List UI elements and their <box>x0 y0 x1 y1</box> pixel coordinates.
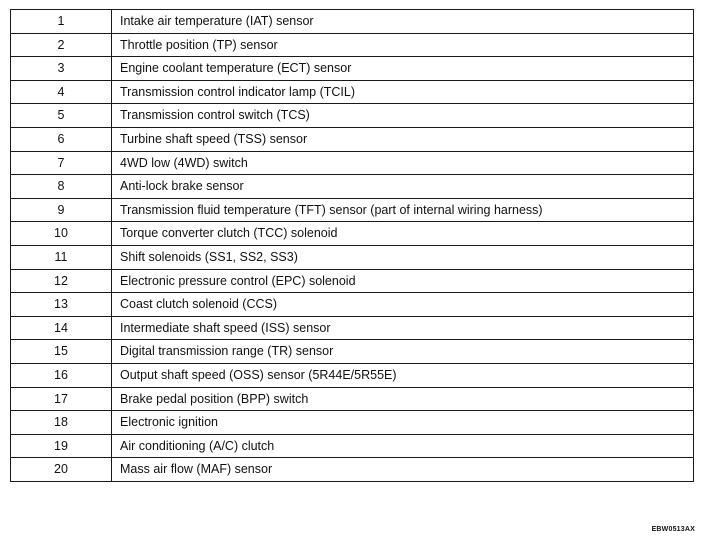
table-row <box>11 269 694 293</box>
item-description-cell: Engine coolant temperature (ECT) sensor <box>112 57 694 81</box>
table-row <box>11 458 694 482</box>
item-number-cell: 12 <box>11 269 112 293</box>
table-row <box>11 151 694 175</box>
item-description-cell: Intermediate shaft speed (ISS) sensor <box>112 316 694 340</box>
item-number-cell: 5 <box>11 104 112 128</box>
legend-table <box>10 9 694 482</box>
table-row <box>11 127 694 151</box>
table-row <box>11 80 694 104</box>
item-number-cell: 2 <box>11 33 112 57</box>
table-row <box>11 104 694 128</box>
item-number-cell: 16 <box>11 363 112 387</box>
item-description-cell: 4WD low (4WD) switch <box>112 151 694 175</box>
table-row <box>11 316 694 340</box>
table-row <box>11 198 694 222</box>
item-number-cell: 10 <box>11 222 112 246</box>
item-description-cell: Transmission control indicator lamp (TCIL) <box>112 80 694 104</box>
table-row <box>11 411 694 435</box>
item-description-cell: Throttle position (TP) sensor <box>112 33 694 57</box>
item-number-cell: 13 <box>11 293 112 317</box>
item-description-cell: Anti-lock brake sensor <box>112 175 694 199</box>
table-row <box>11 33 694 57</box>
figure-code: EBW0513AX <box>651 526 695 533</box>
item-description-cell: Transmission control switch (TCS) <box>112 104 694 128</box>
item-description-cell: Shift solenoids (SS1, SS2, SS3) <box>112 245 694 269</box>
item-description-cell: Electronic ignition <box>112 411 694 435</box>
table-row <box>11 57 694 81</box>
table-row <box>11 434 694 458</box>
item-number-cell: 17 <box>11 387 112 411</box>
item-description-cell: Brake pedal position (BPP) switch <box>112 387 694 411</box>
item-description-cell: Intake air temperature (IAT) sensor <box>112 10 694 34</box>
item-number-cell: 9 <box>11 198 112 222</box>
item-number-cell: 6 <box>11 127 112 151</box>
item-number-cell: 3 <box>11 57 112 81</box>
item-number-cell: 14 <box>11 316 112 340</box>
table-row <box>11 387 694 411</box>
item-number-cell: 7 <box>11 151 112 175</box>
item-number-cell: 1 <box>11 10 112 34</box>
item-number-cell: 18 <box>11 411 112 435</box>
item-number-cell: 15 <box>11 340 112 364</box>
table-row <box>11 175 694 199</box>
table-row <box>11 363 694 387</box>
table-row <box>11 340 694 364</box>
item-description-cell: Output shaft speed (OSS) sensor (5R44E/5R55E) <box>112 363 694 387</box>
item-description-cell: Air conditioning (A/C) clutch <box>112 434 694 458</box>
item-number-cell: 4 <box>11 80 112 104</box>
item-description-cell: Coast clutch solenoid (CCS) <box>112 293 694 317</box>
item-description-cell: Mass air flow (MAF) sensor <box>112 458 694 482</box>
item-description-cell: Torque converter clutch (TCC) solenoid <box>112 222 694 246</box>
table-row <box>11 222 694 246</box>
item-number-cell: 8 <box>11 175 112 199</box>
table-row <box>11 245 694 269</box>
table-row <box>11 293 694 317</box>
item-number-cell: 11 <box>11 245 112 269</box>
table-row <box>11 10 694 34</box>
item-number-cell: 20 <box>11 458 112 482</box>
item-description-cell: Transmission fluid temperature (TFT) sensor (part of internal wiring harness) <box>112 198 694 222</box>
legend-table-body <box>11 10 694 482</box>
item-description-cell: Turbine shaft speed (TSS) sensor <box>112 127 694 151</box>
item-description-cell: Electronic pressure control (EPC) solenoid <box>112 269 694 293</box>
item-number-cell: 19 <box>11 434 112 458</box>
item-description-cell: Digital transmission range (TR) sensor <box>112 340 694 364</box>
